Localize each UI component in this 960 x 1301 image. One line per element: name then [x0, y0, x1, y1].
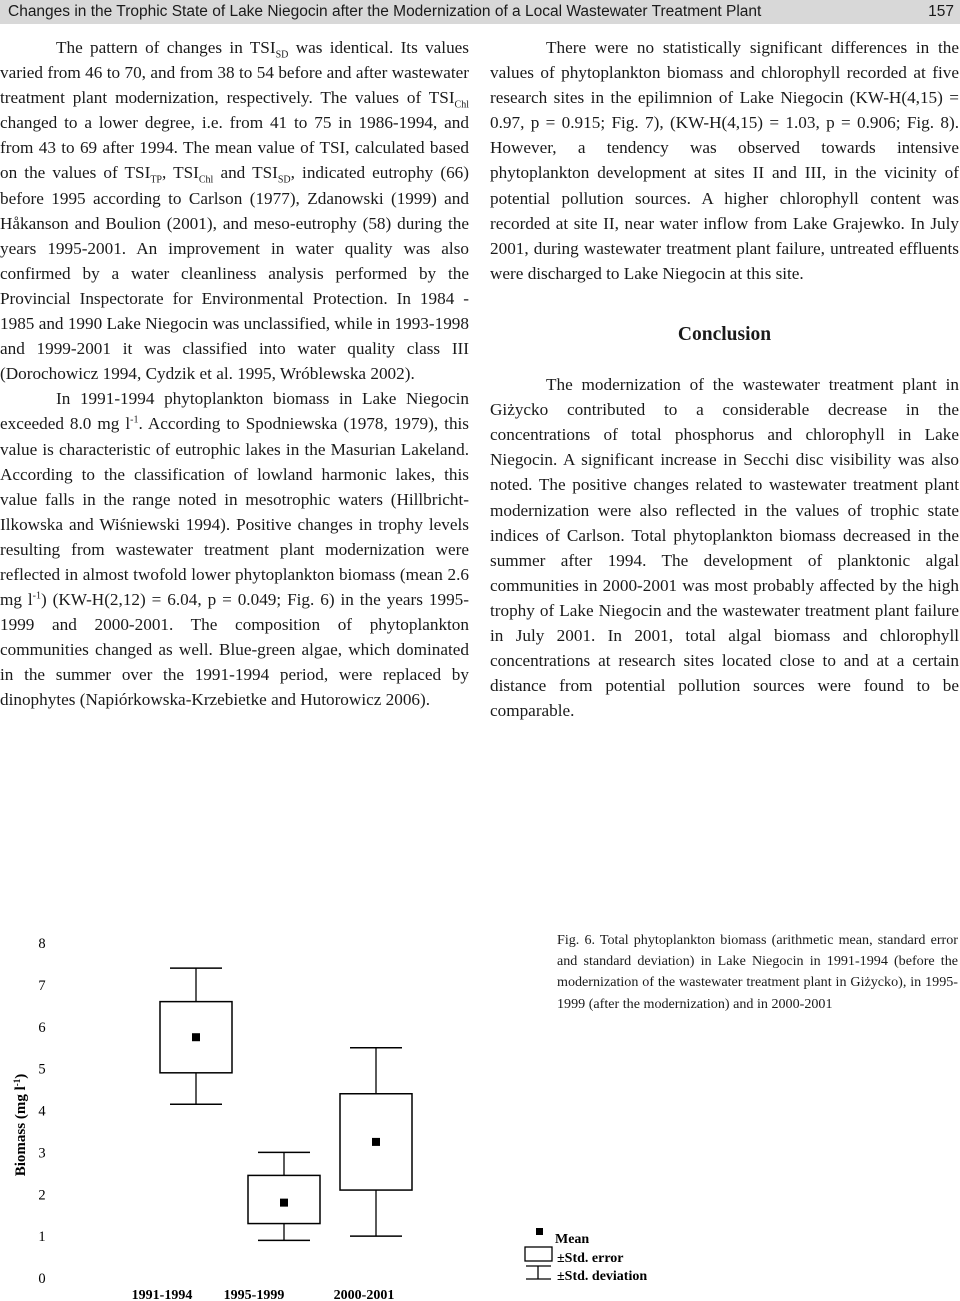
paragraph-tsi: The pattern of changes in $TSI_{SD}$ was identical. Its values varied from 46 to 70, and from 38 to 54 before and after wastewater treatment plant modernization, respectively. The values of $TSI_{Chl}$ changed to a lower degree, i.e. from 41 to 75 in 1986-1994, and from 43 to 69 after 1994. The mean value of TSI, calculated based on the values of $TSI_{TP}$, $TSI_{Chl}$ and $TSI_{SD}$, indicated eutrophy (66) before 1995 according to Carlson (1977), Zdanowski (1999) and Håkanson and Boulion (2001), and meso-eutrophy (58) during the years 1995-2001. An improvement in water quality was also confirmed by a water cleanliness analysis performed by the Provincial Inspectorate for Environmental Protection. In 1984 - 1985 and 1990 Lake Niegocin was unclassified, while in 1993-1998 and 1999-2001 it was classified into water quality class III (Dorochowicz 1994, Cydzik et al. 1995, Wróblewska 2002).	[0, 38, 470, 384]
running-header	[0, 0, 960, 24]
y-tick-label: 1	[38, 1229, 46, 1246]
running-title: Changes in the Trophic State of Lake Niegocin after the Modernization of a Local Wastewater Treatment Plant	[8, 3, 762, 20]
y-tick-label: 3	[38, 1145, 46, 1162]
page-number: 157	[928, 3, 954, 20]
y-tick-label: 7	[38, 977, 46, 994]
mean-marker	[280, 1199, 288, 1207]
paragraph-biomass: In 1991-1994 phytoplankton biomass in Lake Niegocin exceeded 8.0 mg $l^{-1}$. According to Spodniewska (1978, 1979), this value is characteristic of eutrophic lakes in the Masurian Lakeland. According to the classification of lowland harmonic lakes, this value falls in the range noted in mesotrophic waters (Hillbricht-Ilkowska and Wiśniewski 1994). Positive changes in trophy levels resulting from wastewater treatment plant modernization were reflected in almost twofold lower phytoplankton biomass (mean 2.6 mg $l^{-1}$) (KW-H(2,12) = 6.04, p = 0.049; Fig. 6) in the years 1995-1999 and 2000-2001. The composition of phytoplankton communities changed as well. Blue-green algae, which dominated in the summer over the 1991-1994 period, were replaced by dinophytes (Napiórkowska-Krzebietke and Hutorowicz 2006).	[0, 389, 469, 710]
biomass-box-chart	[0, 915, 700, 1301]
left-column	[0, 35, 469, 713]
legend-se-label: ±Std. error	[557, 1251, 624, 1266]
y-tick-label: 5	[38, 1061, 46, 1078]
legend-mean-label: Mean	[555, 1232, 590, 1247]
paragraph-conclusion: The modernization of the wastewater treatment plant in Giżycko contributed to a considerable decrease in the concentrations of total phosphorus and chlorophyll in Lake Niegocin. A significant increase in Secchi disc visibility was also noted. The positive changes related to wastewater treatment plant modernization were also reflected in the values of trophic state indices of Carlson. Total phytoplankton biomass decreased in the summer after 1994. The development of planktonic algal communities in 2000-2001 was most probably affected by the high trophy of Lake Niegocin and the wastewater treatment plant failure in July 2001. In 2001, total algal biomass and chlorophyll concentrations at research sites located close to and at a certain distance from potential pollution sources were found to be comparable.	[490, 375, 959, 721]
y-tick-label: 8	[38, 936, 46, 952]
y-tick-label: 4	[38, 1103, 46, 1120]
x-tick-label: 1991-1994	[131, 1288, 193, 1301]
y-tick-label: 6	[38, 1019, 46, 1036]
y-tick-label: 0	[38, 1271, 46, 1287]
y-tick-label: 2	[38, 1187, 46, 1204]
figure-caption: Fig. 6. Total phytoplankton biomass (arithmetic mean, standard error and standard deviation) in Lake Niegocin in 1991-1994 (before the modernization of the wastewater treatment plant in Giżycko), in 1995-1999 (after the modernization) and in 2000-2001	[557, 932, 958, 1012]
legend-se-box	[525, 1247, 552, 1261]
legend-mean-marker	[536, 1228, 543, 1235]
section-heading-conclusion: Conclusion	[677, 323, 772, 345]
mean-marker	[192, 1033, 200, 1041]
x-tick-label: 2000-2001	[333, 1288, 395, 1301]
y-axis-label: Biomass (mg $l^{-1}$)	[12, 1073, 29, 1177]
paragraph-sites: There were no statistically significant differences in the values of phytoplankton biomass and chlorophyll recorded at five research sites in the epilimnion of Lake Niegocin (KW-H(4,15) = 0.97, p = 0.915; Fig. 7), (KW-H(4,15) = 1.03, p = 0.906; Fig. 8). However, a tendency was observed towards intensive phytoplankton development at sites II and III, in the vicinity of potential pollution sources. A higher chlorophyll content was recorded at site II, near water inflow from Lake Grajewko. In July 2001, during wastewater treatment plant failure, untreated effluents were discharged to Lake Niegocin at this site.	[490, 38, 959, 283]
mean-marker	[372, 1138, 380, 1146]
legend-sd-label: ±Std. deviation	[557, 1269, 648, 1284]
x-tick-label: 1995-1999	[223, 1288, 285, 1301]
right-column	[490, 35, 959, 723]
